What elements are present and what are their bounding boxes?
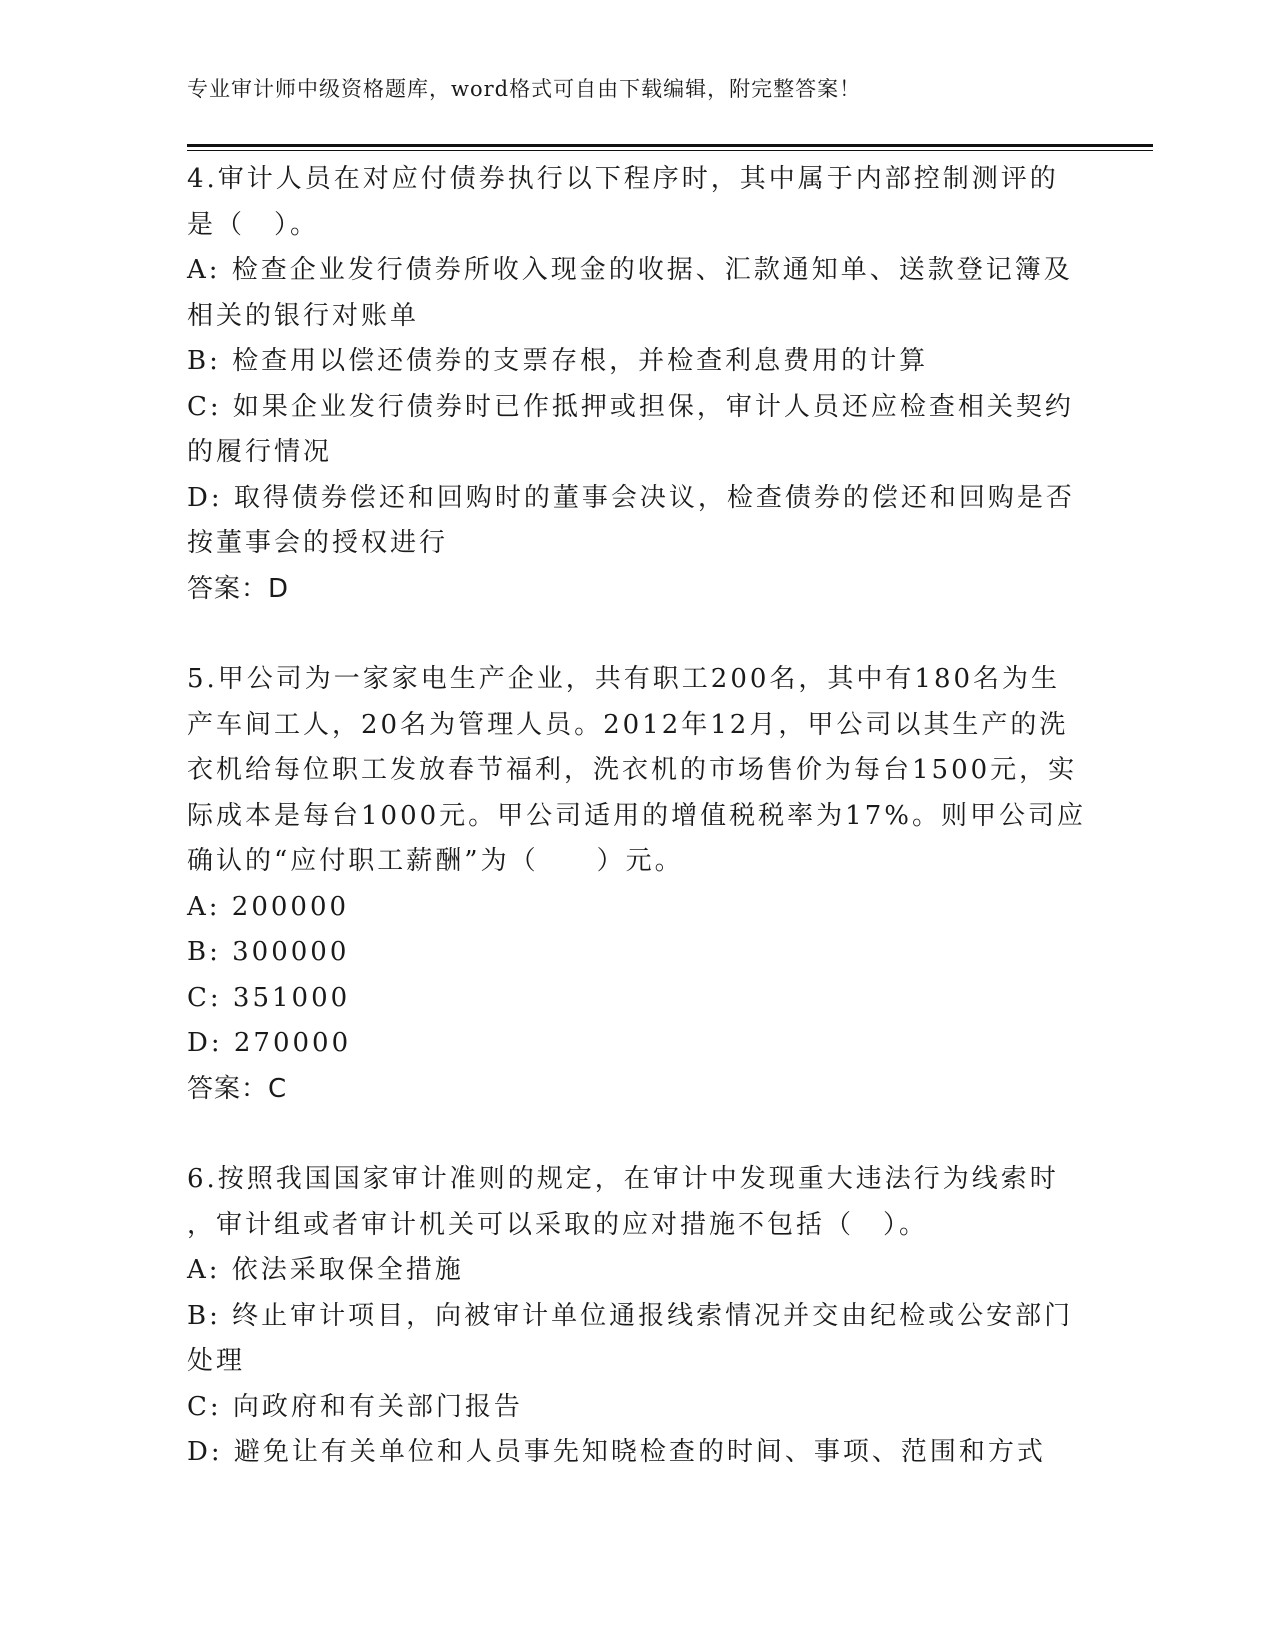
option-c	[187, 385, 1087, 476]
question-stem-line: 6.按照我国国家审计准则的规定，在审计中发现重大违法行为线索时	[187, 1164, 1059, 1194]
option-c: C: 向政府和有关部门报告	[187, 1391, 523, 1422]
question-stem-line: 5.甲公司为一家家电生产企业，共有职工200名，其中有180名为生	[187, 664, 1061, 694]
header-rule-thin	[187, 150, 1153, 151]
question-6	[187, 1157, 1087, 1476]
question-list	[187, 157, 1087, 1476]
option-a: A: 200000	[187, 891, 350, 922]
option-line: 按董事会的授权进行	[187, 528, 449, 558]
option-line: B: 检查用以偿还债券的支票存根，并检查利息费用的计算	[187, 346, 929, 376]
option-c: C: 351000	[187, 982, 351, 1013]
option-a	[187, 248, 1087, 339]
question-stem-line: 产车间工人，20名为管理人员。2012年12月，甲公司以其生产的洗	[187, 709, 1069, 740]
question-stem-line: 际成本是每台1000元。甲公司适用的增值税税率为17%。则甲公司应	[187, 800, 1086, 831]
option-line: B: 终止审计项目，向被审计单位通报线索情况并交由纪检或公安部门	[187, 1300, 1074, 1331]
answer-label: 答案：C	[187, 1073, 288, 1104]
option-b	[187, 1294, 1087, 1385]
option-line: 的履行情况	[187, 437, 333, 467]
option-d: D: 270000	[187, 1028, 352, 1058]
header-rule-thick	[187, 144, 1153, 147]
option-b	[187, 339, 1087, 385]
page-header-text: 专业审计师中级资格题库，word格式可自由下载编辑，附完整答案！	[187, 77, 862, 101]
option-line: C: 如果企业发行债券时已作抵押或担保，审计人员还应检查相关契约	[187, 391, 1074, 422]
option-a: A: 依法采取保全措施	[187, 1255, 464, 1285]
question-5	[187, 657, 1087, 1112]
question-4	[187, 157, 1087, 612]
option-line: 相关的银行对账单	[187, 300, 420, 331]
question-spacer	[187, 1112, 1087, 1157]
answer-label: 答案：D	[187, 573, 290, 604]
question-stem-line: 确认的“应付职工薪酬”为（ ）元。	[187, 846, 684, 876]
option-b: B: 300000	[187, 937, 350, 967]
question-stem-line: ，审计组或者审计机关可以采取的应对措施不包括（ ）。	[187, 1209, 929, 1240]
question-stem-line: 4.审计人员在对应付债券执行以下程序时，其中属于内部控制测评的	[187, 164, 1059, 194]
question-stem-line: 是（ ）。	[187, 209, 320, 240]
option-d: D: 避免让有关单位和人员事先知晓检查的时间、事项、范围和方式	[187, 1437, 1046, 1467]
option-line: 处理	[187, 1346, 246, 1376]
question-stem-line: 衣机给每位职工发放春节福利，洗衣机的市场售价为每台1500元，实	[187, 755, 1078, 785]
question-spacer	[187, 612, 1087, 657]
option-line: A: 检查企业发行债券所收入现金的收据、汇款通知单、送款登记簿及	[187, 255, 1073, 285]
option-line: D: 取得债券偿还和回购时的董事会决议，检查债券的偿还和回购是否	[187, 482, 1075, 513]
option-d	[187, 476, 1087, 567]
